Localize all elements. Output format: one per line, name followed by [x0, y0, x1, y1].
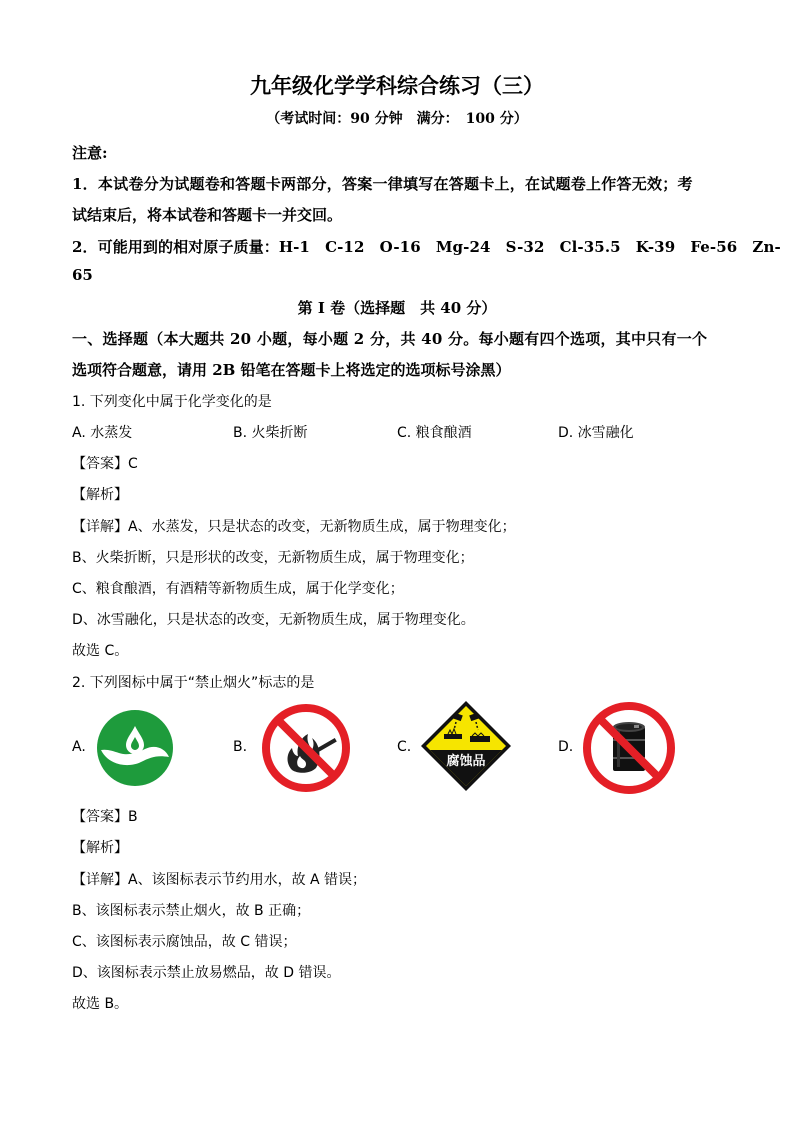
question-1-detail-line: B、火柴折断，只是形状的改变，无新物质生成，属于物理变化；: [72, 550, 474, 566]
question-1-option-c: C. 粮食酿酒: [397, 425, 472, 441]
section-heading-line-2: 选项符合题意，请用 2B 铅笔在答题卡上将选定的选项标号涂黑）: [72, 361, 511, 379]
question-2-option-b-letter: B.: [233, 739, 248, 755]
water-saving-icon: [95, 708, 175, 788]
question-1-option-d: D. 冰雪融化: [558, 425, 634, 441]
question-2-detail-line: D、该图标表示禁止放易燃品，故 D 错误。: [72, 965, 341, 981]
question-2-stem: 2. 下列图标中属于“禁止烟火”标志的是: [72, 675, 315, 691]
question-2-option-c-letter: C.: [397, 739, 412, 755]
question-2-detail-line: C、该图标表示腐蚀品，故 C 错误；: [72, 934, 297, 950]
corrosive-icon: [420, 700, 512, 792]
section-title: 第 I 卷（选择题 共 40 分）: [297, 299, 497, 317]
section-heading-line-1: 一、选择题（本大题共 20 小题，每小题 2 分，共 40 分。每小题有四个选项，其中只有一个: [72, 330, 708, 348]
question-2-analysis-label: 【解析】: [72, 840, 128, 856]
no-fire-icon: [262, 704, 350, 792]
question-1-conclusion: 故选 C。: [72, 643, 129, 659]
note-item-2-line-2: 65: [72, 266, 93, 284]
page-title: 九年级化学学科综合练习（三）: [250, 73, 544, 98]
corrosive-label: 腐蚀品: [446, 754, 486, 769]
question-2-option-a-letter: A.: [72, 739, 86, 755]
note-item-2-line-1: 2．可能用到的相对原子质量：H-1 C-12 O-16 Mg-24 S-32 Cl-35.5 K-39 Fe-56 Zn-: [72, 238, 781, 256]
question-1-answer: 【答案】C: [72, 456, 138, 472]
exam-info: （考试时间：90 分钟 满分： 100 分）: [266, 111, 528, 127]
question-1-stem: 1. 下列变化中属于化学变化的是: [72, 394, 272, 410]
note-item-1-line-2: 试结束后，将本试卷和答题卡一并交回。: [72, 206, 343, 224]
question-1-detail-line: 【详解】A、水蒸发，只是状态的改变，无新物质生成，属于物理变化；: [72, 519, 516, 535]
question-1-option-a: A. 水蒸发: [72, 425, 133, 441]
note-item-1-line-1: 1．本试卷分为试题卷和答题卡两部分，答案一律填写在答题卡上，在试题卷上作答无效；考: [72, 175, 693, 193]
question-1-option-b: B. 火柴折断: [233, 425, 308, 441]
notes-heading: 注意:: [72, 144, 108, 162]
question-2-conclusion: 故选 B。: [72, 996, 129, 1012]
question-2-detail-line: 【详解】A、该图标表示节约用水，故 A 错误；: [72, 872, 367, 888]
question-1-detail-line: D、冰雪融化，只是状态的改变，无新物质生成，属于物理变化。: [72, 612, 475, 628]
question-2-detail-line: B、该图标表示禁止烟火，故 B 正确；: [72, 903, 311, 919]
question-2-answer: 【答案】B: [72, 809, 138, 825]
question-1-analysis-label: 【解析】: [72, 487, 128, 503]
no-flammables-icon: [582, 701, 676, 795]
question-1-detail-line: C、粮食酿酒，有酒精等新物质生成，属于化学变化；: [72, 581, 404, 597]
question-2-option-d-letter: D.: [558, 739, 574, 755]
